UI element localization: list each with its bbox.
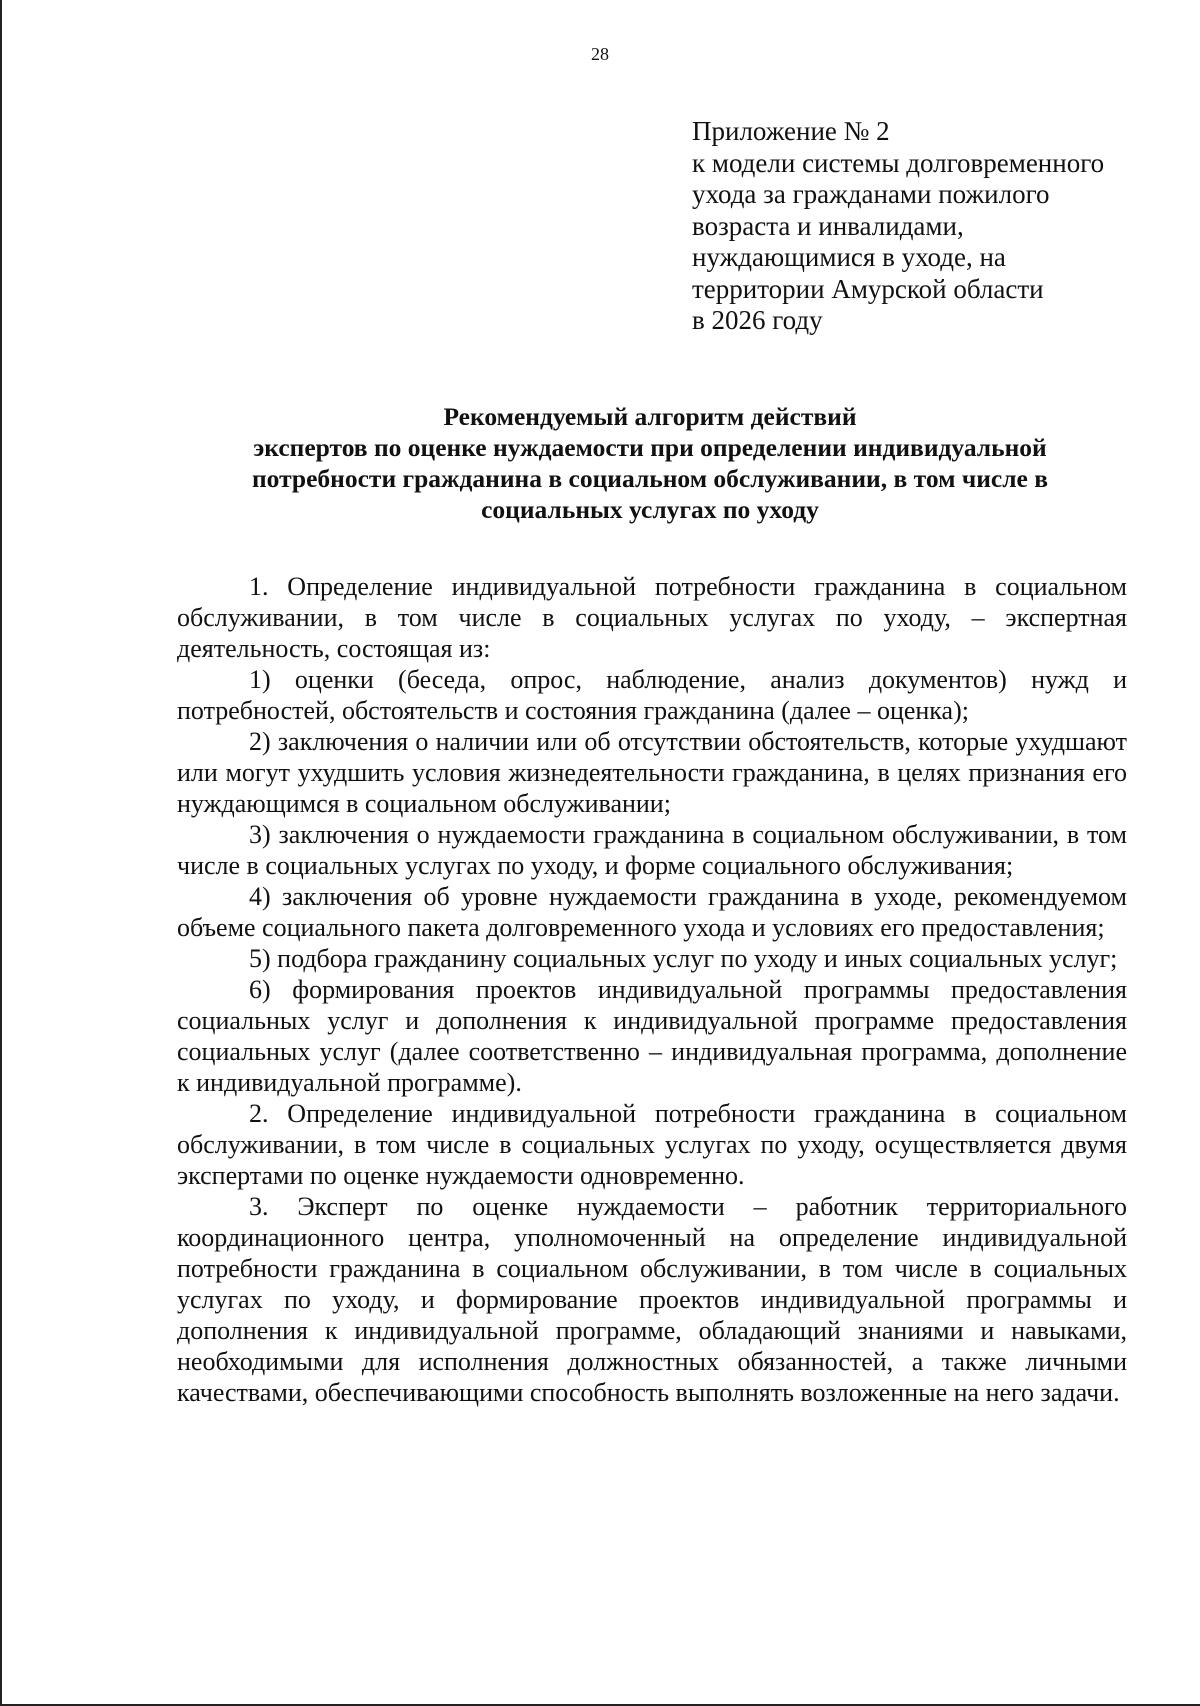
scan-edge-left bbox=[0, 0, 2, 1706]
title-line: экспертов по оценке нуждаемости при определении индивидуальной bbox=[253, 433, 1047, 462]
paragraph: 3) заключения о нуждаемости гражданина в социальном обслуживании, в том числе в социальных услугах по уходу, и форме социального обслуживания; bbox=[177, 820, 1127, 880]
title-line: Рекомендуемый алгоритм действий bbox=[443, 402, 857, 431]
paragraph: 2) заключения о наличии или об отсутствии обстоятельств, которые ухудшают или могут ухудшить условия жизнедеятельности гражданина, в целях признания его нуждающимся в социальном обслуживании; bbox=[177, 727, 1127, 818]
document-title bbox=[150, 401, 1150, 525]
appendix-line: нуждающимися в уходе, на bbox=[692, 242, 1006, 272]
paragraph: 1) оценки (беседа, опрос, наблюдение, анализ документов) нужд и потребностей, обстоятельств и состояния гражданина (далее – оценка); bbox=[177, 665, 1127, 725]
paragraph: 5) подбора гражданину социальных услуг по уходу и иных социальных услуг; bbox=[249, 944, 1118, 973]
page-number: 28 bbox=[591, 44, 609, 64]
appendix-note bbox=[692, 116, 1172, 337]
title-line: социальных услугах по уходу bbox=[481, 495, 819, 524]
appendix-line: к модели системы долговременного bbox=[692, 147, 1105, 178]
appendix-line: территории Амурской области bbox=[692, 273, 1044, 304]
paragraph: 2. Определение индивидуальной потребности гражданина в социальном обслуживании, в том числе в социальных услугах по уходу, осуществляется двумя экспертами по оценке нуждаемости одновременно. bbox=[177, 1099, 1127, 1190]
appendix-line: Приложение № 2 bbox=[692, 116, 890, 146]
appendix-line: в 2026 году bbox=[692, 305, 823, 335]
document-body bbox=[177, 571, 1127, 1408]
paragraph: 4) заключения об уровне нуждаемости гражданина в уходе, рекомендуемом объеме социального пакета долговременного ухода и условиях его предоставления; bbox=[177, 882, 1127, 942]
paragraph: 3. Эксперт по оценке нуждаемости – работник территориального координационного центра, уполномоченный на определение индивидуальной потребности гражданина в социальном обслуживании, в том числе в социальных услугах по уходу, и формирование проектов индивидуальной программы и дополнения к индивидуальной программе, обладающий знаниями и навыками, необходимыми для исполнения должностных обязанностей, а также личными качествами, обеспечивающими способность выполнять возложенные на него задачи. bbox=[177, 1192, 1127, 1407]
appendix-line: ухода за гражданами пожилого bbox=[692, 179, 1050, 209]
title-line: потребности гражданина в социальном обслуживании, в том числе в bbox=[251, 464, 1049, 493]
paragraph: 1. Определение индивидуальной потребности гражданина в социальном обслуживании, в том числе в социальных услугах по уходу, – экспертная деятельность, состоящая из: bbox=[177, 572, 1127, 663]
appendix-line: возраста и инвалидами, bbox=[692, 210, 964, 241]
paragraph: 6) формирования проектов индивидуальной программы предоставления социальных услуг и дополнения к индивидуальной программе предоставления социальных услуг (далее соответственно – индивидуальная программа, дополнение к индивидуальной программе). bbox=[177, 975, 1127, 1097]
